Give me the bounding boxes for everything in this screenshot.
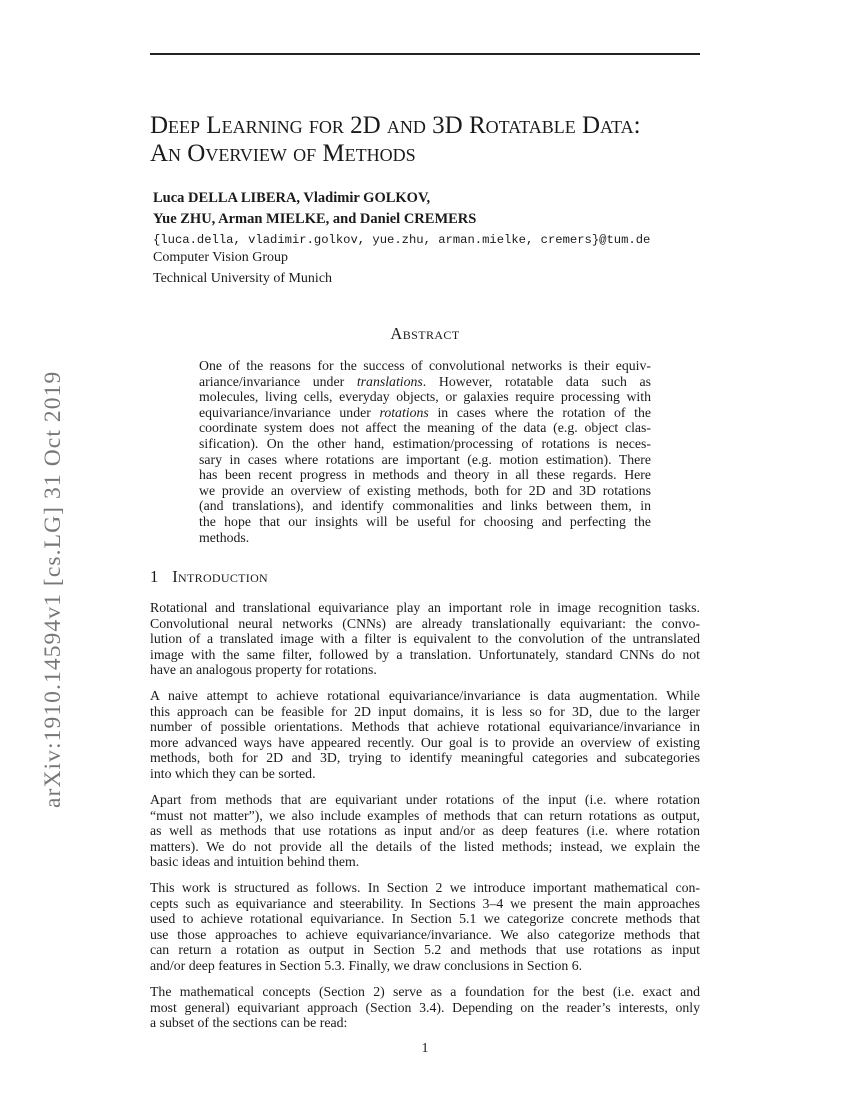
body-line: This work is structured as follows. In Section 2 we introduce important mathematical con- [150, 880, 700, 896]
abstract-text: ariance/invariance under [199, 373, 357, 389]
section-heading [150, 567, 268, 587]
body-line: Apart from methods that are equivariant under rotations of the input (i.e. where rotation [150, 792, 700, 808]
abstract-text: . However, rotatable data such as [422, 373, 652, 389]
body-line: use those approaches to achieve equivariance/invariance. We also categorize methods that [150, 926, 700, 942]
body-line: a subset of the sections can be read: [150, 1015, 348, 1031]
author-emails: {luca.della, vladimir.golkov, yue.zhu, arman.mielke, cremers}@tum.de [153, 233, 651, 247]
abstract-text: in cases where the rotation of the [428, 404, 651, 420]
body-line: methods, both for 2D and 3D, trying to identify meaningful categories and subcategories [150, 750, 700, 766]
abstract-line: (and translations), and identify commonalities and links between them, in [199, 498, 651, 514]
paper-title [150, 112, 710, 168]
body-line: number of possible orientations. Methods that achieve rotational equivariance/invariance in [150, 719, 700, 735]
abstract-line: sification). On the other hand, estimation/processing of rotations is neces- [199, 435, 651, 451]
body-line: most general) equivariant approach (Section 3.4). Depending on the reader’s interests, only [150, 999, 700, 1015]
body-line: lution of a translated image with a filter is equivalent to the convolution of the untranslated [150, 631, 700, 647]
abstract-emphasis: translations [356, 373, 423, 389]
body-line: more advanced ways have appeared recently. Our goal is to provide an overview of existing [150, 734, 700, 750]
body-line: matters). We do not provide all the details of the listed methods; instead, we explain the [150, 838, 700, 854]
abstract-line [199, 374, 651, 390]
body-line: “must not matter”), we also include examples of methods that can return rotations as output, [150, 807, 700, 823]
body-paragraph [150, 792, 700, 870]
abstract-line: the hope that our insights will be useful for choosing and perfecting the [199, 513, 651, 529]
title-line-2: An Overview of Methods [150, 140, 416, 167]
body-paragraph [150, 984, 700, 1031]
body-paragraph [150, 600, 700, 678]
body-line: cepts such as equivariance and steerability. In Sections 3–4 we present the main approaches [150, 895, 700, 911]
affiliation-university: Technical University of Munich [153, 271, 333, 286]
authors-line-1: Luca DELLA LIBERA, Vladimir GOLKOV, [153, 190, 431, 206]
abstract-line [199, 405, 651, 421]
section-body [150, 600, 700, 1041]
body-line: A naive attempt to achieve rotational equivariance/invariance is data augmentation. While [150, 688, 700, 704]
abstract-line: coordinate system does not affect the meaning of the data (e.g. object clas- [199, 420, 651, 436]
page-number: 1 [421, 1041, 429, 1056]
affiliation [153, 247, 332, 289]
author-list [153, 188, 476, 230]
body-line: used to achieve rotational equivariance. In Section 5.1 we categorize concrete methods that [150, 911, 700, 927]
title-line-1: Deep Learning for 2D and 3D Rotatable Data: [150, 112, 641, 139]
body-line: basic ideas and intuition behind them. [150, 854, 360, 870]
abstract-line: sary in cases where rotations are important (e.g. motion estimation). There [199, 451, 651, 467]
affiliation-group: Computer Vision Group [153, 250, 289, 265]
body-line: can return a rotation as output in Section 5.2 and methods that use rotations as input [150, 942, 700, 958]
body-line: into which they can be sorted. [150, 765, 316, 781]
abstract-line: methods. [199, 529, 250, 545]
section-number: 1 [150, 567, 159, 586]
body-line: this approach can be feasible for 2D input domains, it is less so for 3D, due to the larger [150, 703, 700, 719]
section-title: Introduction [172, 567, 269, 586]
abstract-line: molecules, living cells, everyday objects, or galaxies require processing with [199, 389, 651, 405]
arxiv-stamp: arXiv:1910.14594v1 [cs.LG] 31 Oct 2019 [40, 370, 66, 808]
abstract-line: we provide an overview of existing methods, both for 2D and 3D rotations [199, 482, 651, 498]
abstract-body [199, 358, 651, 545]
abstract-line: has been recent progress in methods and theory in all these regards. Here [199, 467, 651, 483]
abstract-heading: Abstract [390, 324, 460, 343]
body-line: Convolutional neural networks (CNNs) are already translationally equivariant: the convo- [150, 615, 700, 631]
top-rule [150, 53, 700, 55]
authors-line-2: Yue ZHU, Arman MIELKE, and Daniel CREMERS [153, 211, 477, 227]
body-line: as well as methods that use rotations as input and/or as deep features (i.e. where rotation [150, 823, 700, 839]
body-paragraph [150, 688, 700, 781]
body-line: Rotational and translational equivariance play an important role in image recognition tasks. [150, 600, 700, 615]
body-paragraph [150, 880, 700, 973]
body-line: and/or deep features in Section 5.3. Finally, we draw conclusions in Section 6. [150, 957, 583, 973]
abstract-emphasis: rotations [379, 404, 429, 420]
abstract-text: equivariance/invariance under [199, 404, 380, 420]
body-line: The mathematical concepts (Section 2) serve as a foundation for the best (i.e. exact and [150, 984, 700, 1000]
abstract-line: One of the reasons for the success of convolutional networks is their equiv- [199, 358, 651, 373]
body-line: have an analogous property for rotations. [150, 662, 377, 678]
body-line: image with the same filter, followed by a translation. Unfortunately, standard CNNs do not [150, 646, 700, 662]
